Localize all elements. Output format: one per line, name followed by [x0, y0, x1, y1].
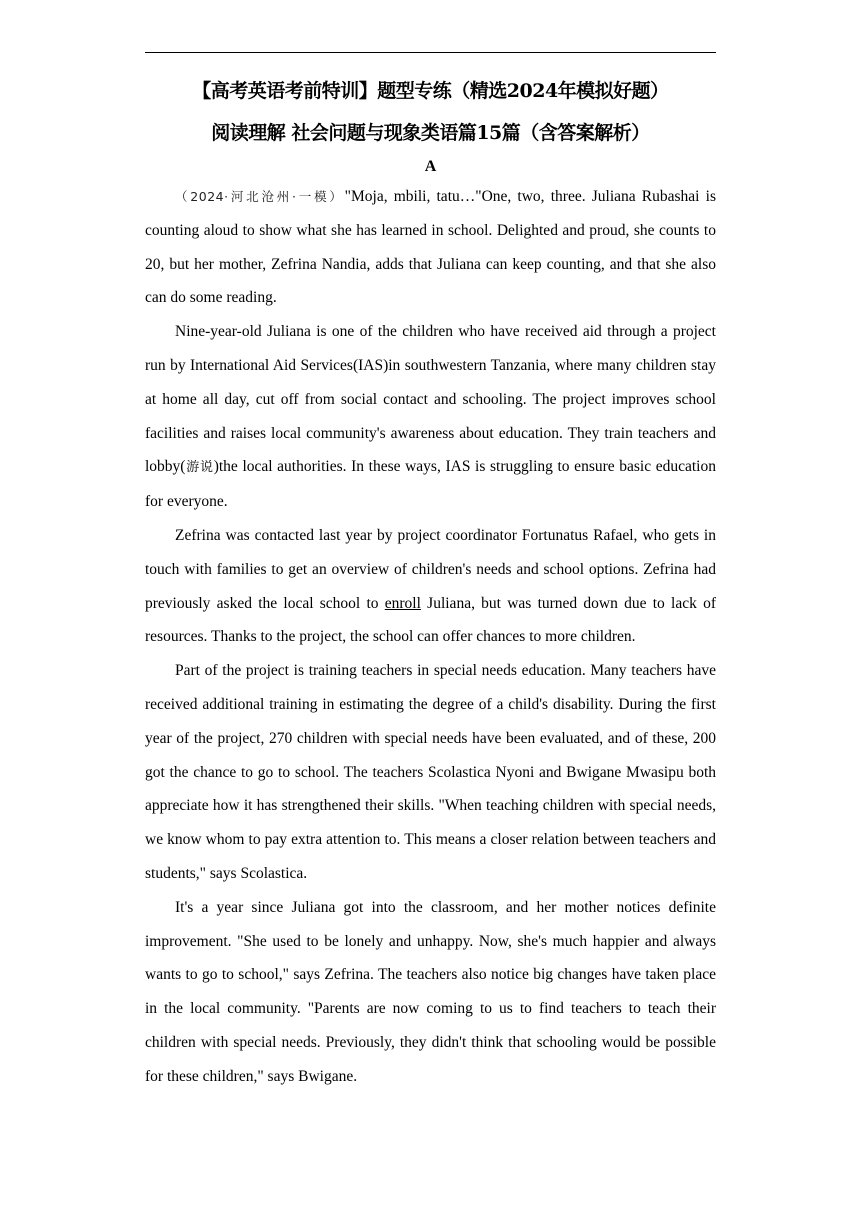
passage-source: （2024·河北沧州·一模） — [175, 189, 345, 204]
paragraph-2-text-a: Nine-year-old Juliana is one of the children who have received aid through a project run by International Aid Services(IAS)in southwestern Tanzania, where many children stay at home all day, cut off from social contact and schooling. The project improves school facilities and raises local community's awareness about education. They train teachers and lobby( — [145, 323, 716, 476]
document-title-line-1: 【高考英语考前特训】题型专练（精选2024年模拟好题） — [192, 80, 669, 102]
header-rule — [145, 52, 716, 53]
paragraph-1-text: "Moja, mbili, tatu…"One, two, three. Juliana Rubashai is counting aloud to show what she has learned in school. Delighted and proud, she counts to 20, but her mother, Zefrina Nandia, adds that Juliana can keep counting, and that she also can do some reading. — [145, 188, 716, 307]
paragraph-3-text-b: Juliana, but was turned down due to lack of resources. Thanks to the project, the school can offer chances to more children. — [145, 594, 716, 646]
chinese-gloss: 游说 — [185, 460, 214, 476]
paragraph-4: Part of the project is training teachers in special needs education. Many teachers have received additional training in estimating the degree of a child's disability. During the first year of the project, 270 children with special needs have been evaluated, and of these, 200 got the chance to go to school. The teachers Scolastica Nyoni and Bwigane Mwasipu both appreciate how it has strengthened their skills. "When teaching children with special needs, we know whom to pay extra attention to. This means a closer relation between teachers and students," says Scolastica. — [145, 662, 716, 882]
underlined-word: enroll — [384, 594, 421, 612]
paragraph-1 — [145, 180, 716, 315]
passage-label: A — [424, 158, 437, 175]
paragraph-3-text-a: Zefrina was contacted last year by project coordinator Fortunatus Rafael, who gets in touch with families to get an overview of children's needs and school options. Zefrina had previously asked the local school to — [145, 526, 716, 612]
passage-body — [145, 180, 716, 1094]
paragraph-2 — [145, 315, 716, 519]
paragraph-3 — [145, 519, 716, 654]
document-title-line-2: 阅读理解 社会问题与现象类语篇15篇（含答案解析） — [211, 122, 650, 144]
paragraph-2-text-b: )the local authorities. In these ways, IAS is struggling to ensure basic education for everyone. — [145, 458, 716, 511]
paragraph-5: It's a year since Juliana got into the classroom, and her mother notices definite improvement. "She used to be lonely and unhappy. Now, she's much happier and always wants to go to school," says Zefrina. The teachers also notice big changes have taken place in the local community. "Parents are now coming to us to find teachers to teach their children with special needs. Previously, they didn't think that schooling would be possible for these children," says Bwigane. — [145, 898, 716, 1085]
